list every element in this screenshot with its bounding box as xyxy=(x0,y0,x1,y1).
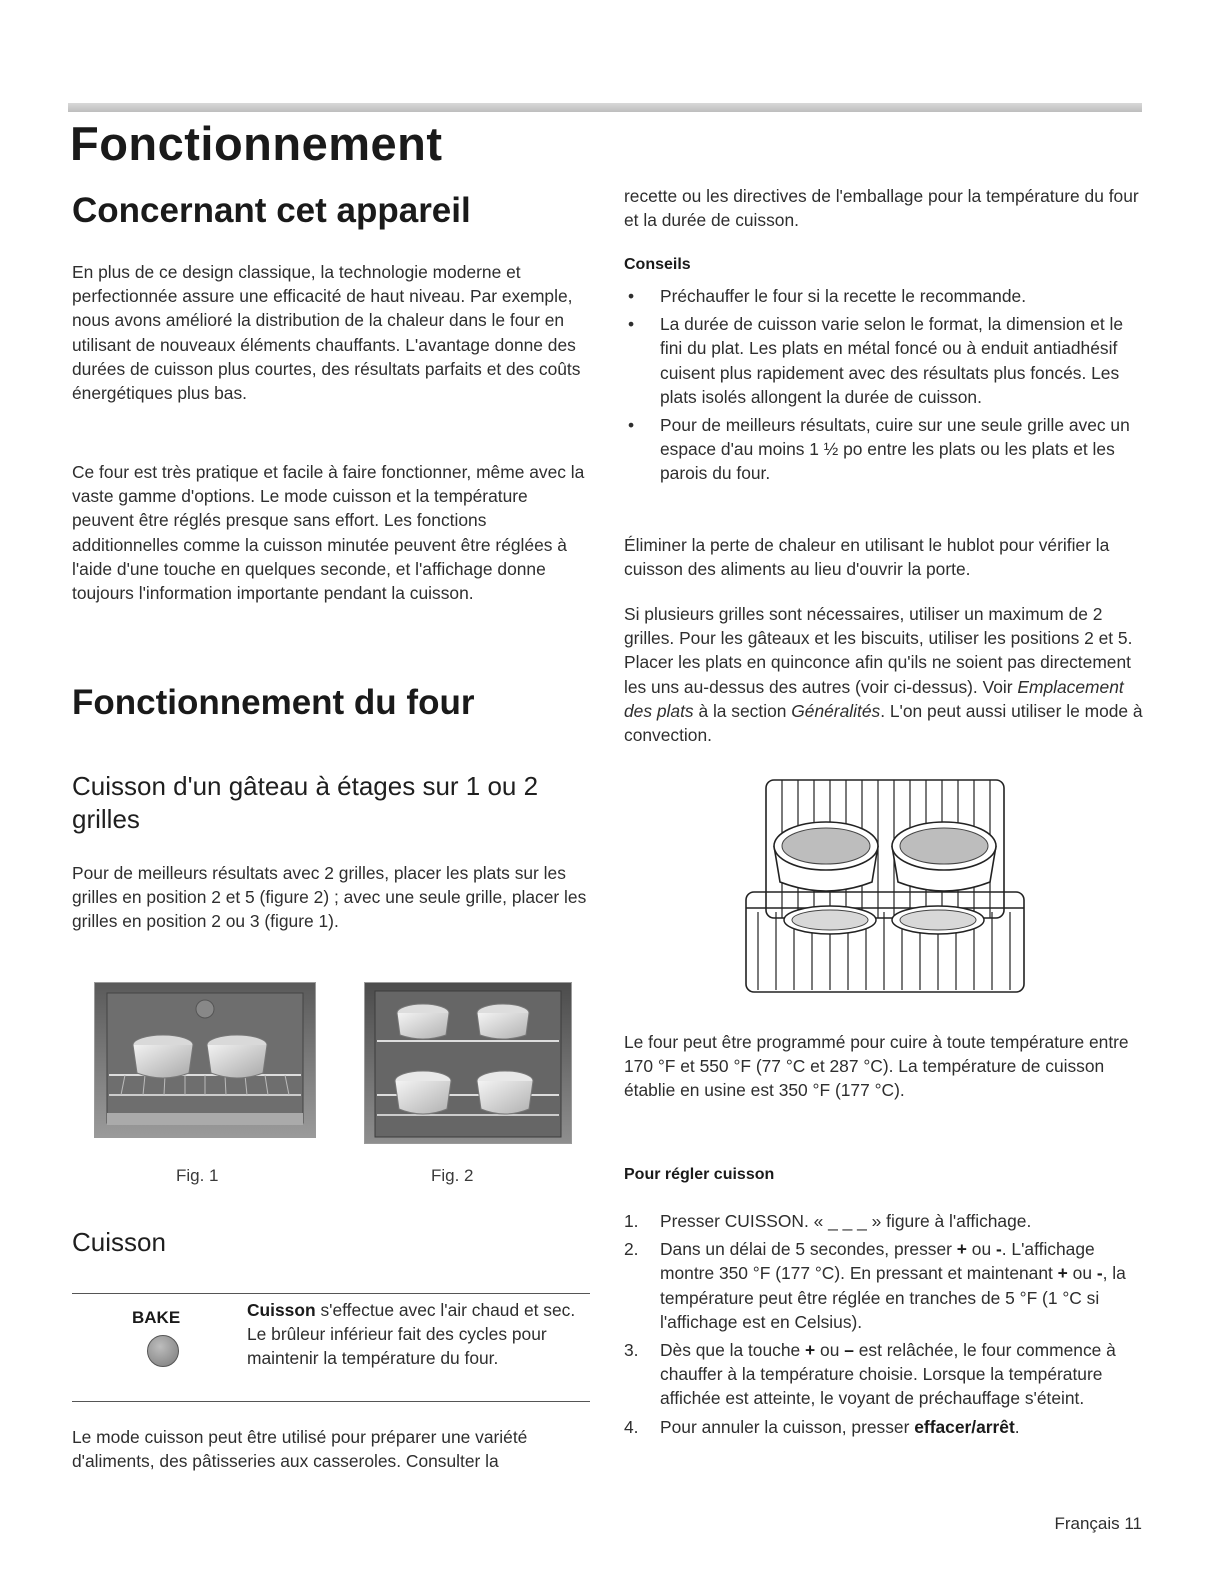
conseils-title: Conseils xyxy=(624,256,691,273)
bake-description-bold: Cuisson xyxy=(247,1300,316,1320)
paragraph-mode-cuisson: Le mode cuisson peut être utilisé pour préparer une variété d'aliments, des pâtisseries aux casseroles. Consulter la xyxy=(72,1427,528,1472)
bake-description xyxy=(247,1298,577,1371)
section-title-appareil: Concernant cet appareil xyxy=(72,191,471,230)
figure-1-photo xyxy=(94,982,316,1138)
paragraph-plusieurs-grilles: Si plusieurs grilles sont nécessaires, utiliser un maximum de 2 grilles. Pour les gâteaux et les biscuits, utiliser les positions 2 et 5. Placer les plats en quinconce afin qu'ils ne soient pas directement les uns au-dessus des autres (voir ci-dessus). Voir Emplacement des plats à la section Généralités. L'on peut aussi utiliser le mode à convection. xyxy=(624,604,1143,746)
paragraph-recette-cont: recette ou les directives de l'emballage pour la température du four et la durée de cuisson. xyxy=(624,186,1139,231)
list-item: 2. Dans un délai de 5 secondes, presser + ou -. L'affichage montre 350 °F (177 °C). En pressant et maintenant + ou -, la température peut être réglée en tranches de 5 °F (1 °C si l'affichage est en Celsius). xyxy=(624,1239,1126,1332)
paragraph-intro: En plus de ce design classique, la technologie moderne et perfectionnée assure une efficacité de haut niveau. Par exemple, nous avons amélioré la distribution de la chaleur dans le four en utilisant de nouveaux éléments chauffants. L'avantage donne des durées de cuisson plus courtes, des résultats parfaits et des coûts énergétiques plus bas. xyxy=(72,262,581,404)
rack-pans-illustration xyxy=(738,772,1034,1002)
paragraph-pratique: Ce four est très pratique et facile à faire fonctionner, même avec la vaste gamme d'options. Le mode cuisson et la température peuvent être réglés presque sans effort. Les fonctions additionnelles comme la cuisson minutée peuvent être réglées à l'aide d'une touche en quelques seconde, et l'affichage donne toujours l'information importante pendant la cuisson. xyxy=(72,462,585,604)
subsection-title-gateau: Cuisson d'un gâteau à étages sur 1 ou 2 grilles xyxy=(72,771,539,834)
steps-list xyxy=(624,1209,1144,1443)
oven-one-rack-illustration xyxy=(95,983,315,1137)
oven-two-racks-illustration xyxy=(365,983,571,1143)
list-item: 1. Presser CUISSON. « _ _ _ » figure à l'affichage. xyxy=(624,1211,1032,1231)
bake-knob-icon xyxy=(147,1335,179,1367)
figure-1-caption: Fig. 1 xyxy=(176,1166,219,1185)
list-item: • Préchauffer le four si la recette le recommande. xyxy=(628,286,1027,306)
page-title: Fonctionnement xyxy=(70,117,443,170)
figure-2-photo xyxy=(364,982,572,1144)
list-item: • La durée de cuisson varie selon le format, la dimension et le fini du plat. Les plats en métal foncé ou à enduit antiadhésif cuisent plus rapidement avec des résultats plus foncés. Les plats isolés allongent la durée de cuisson. xyxy=(628,314,1124,407)
header-rule xyxy=(68,103,1142,112)
paragraph-hublot: Éliminer la perte de chaleur en utilisant le hublot pour vérifier la cuisson des aliments au lieu d'ouvrir la porte. xyxy=(624,535,1110,580)
regler-cuisson-title: Pour régler cuisson xyxy=(624,1166,775,1183)
paragraph-temperature: Le four peut être programmé pour cuire à toute température entre 170 °F et 550 °F (77 °C et 287 °C). La température de cuisson établie en usine est 350 °F (177 °C). xyxy=(624,1032,1129,1101)
paragraph-grilles-position: Pour de meilleurs résultats avec 2 grilles, placer les plats sur les grilles en position 2 et 5 (figure 2) ; avec une seule grille, placer les grilles en position 2 ou 3 (figure 1). xyxy=(72,863,587,932)
figure-2-caption: Fig. 2 xyxy=(431,1166,474,1185)
bake-label: BAKE xyxy=(132,1308,181,1327)
section-title-four: Fonctionnement du four xyxy=(72,683,475,722)
list-item: • Pour de meilleurs résultats, cuire sur une seule grille avec un espace d'au moins 1 ½ po entre les plats ou les plats et les parois du four. xyxy=(628,415,1130,484)
list-item: 4. Pour annuler la cuisson, presser effacer/arrêt. xyxy=(624,1416,1020,1437)
bake-mode-box xyxy=(72,1293,590,1402)
bake-description-text: s'effectue avec l'air chaud et sec. Le brûleur inférieur fait des cycles pour maintenir la température du four. xyxy=(247,1300,576,1369)
list-item: 3. Dès que la touche + ou – est relâchée, le four commence à chauffer à la température choisie. Lorsque la température affichée est atteinte, le voyant de préchauffage s'éteint. xyxy=(624,1340,1116,1409)
conseils-list xyxy=(624,284,1144,490)
page-footer: Français 11 xyxy=(1054,1514,1142,1533)
subsection-title-cuisson: Cuisson xyxy=(72,1227,166,1257)
